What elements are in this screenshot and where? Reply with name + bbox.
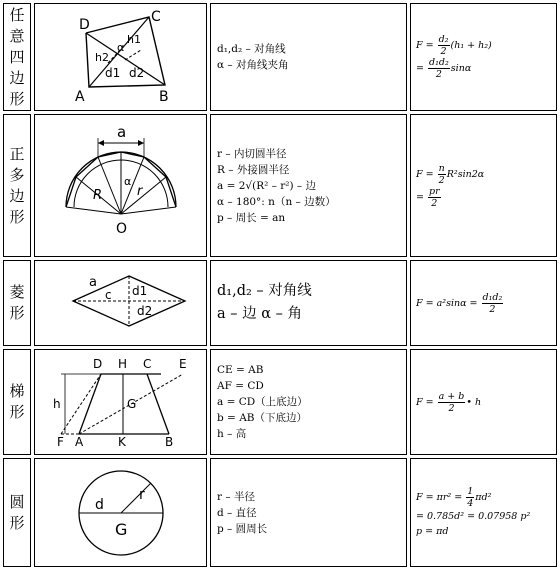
formula-text: =	[416, 63, 424, 74]
denominator: 2	[489, 303, 496, 315]
label-G: G	[114, 519, 127, 539]
denominator: 2	[431, 197, 438, 209]
shape-name	[3, 458, 31, 567]
label-R: R	[92, 187, 102, 203]
formula-text: =	[416, 191, 424, 203]
label-C: C	[142, 357, 151, 371]
formula-text: F =	[416, 40, 434, 51]
formula-line: p = πd	[416, 526, 449, 537]
definition-line: a = 2√(R² – r²) – 边	[217, 179, 316, 192]
formula-cell	[410, 458, 557, 567]
circle-figure	[34, 458, 207, 567]
label-A: A	[74, 89, 85, 105]
label-F: F	[56, 435, 64, 448]
formula-cell	[410, 260, 557, 346]
formula-text: sinα	[450, 63, 472, 74]
formula-line	[416, 163, 556, 186]
table-row	[3, 114, 557, 257]
label-d: d	[94, 496, 104, 513]
name-char: 梯	[9, 382, 25, 400]
label-A: A	[74, 435, 83, 448]
definition-line: R – 外接圆半径	[217, 163, 290, 176]
table-row	[3, 3, 557, 111]
formula-line	[416, 391, 556, 414]
definition-line: r – 半径	[217, 490, 255, 503]
numerator: d₁d₂	[482, 291, 503, 303]
fraction	[428, 57, 450, 80]
definition-cell	[210, 260, 407, 346]
shape-name	[3, 3, 31, 111]
label-B: B	[164, 435, 173, 448]
label-a: a	[88, 275, 97, 290]
formula-line	[416, 57, 556, 80]
denominator: 4	[467, 498, 474, 509]
label-a: a	[116, 122, 126, 141]
label-d2: d2	[136, 304, 152, 318]
label-alpha: α	[116, 41, 124, 54]
definition-line: d – 直径	[217, 506, 257, 519]
shape-name	[3, 114, 31, 257]
fraction	[438, 34, 450, 57]
denominator: 2	[438, 174, 445, 186]
formula-cell	[410, 114, 557, 257]
label-d1: d1	[131, 284, 147, 298]
name-char: 任	[9, 5, 25, 24]
definition-line: d₁,d₂ – 对角线	[217, 43, 286, 55]
definition-line: CE = AB	[217, 364, 264, 376]
numerator: d₂	[438, 34, 449, 45]
quadrilateral-figure	[34, 3, 207, 111]
definition-line: b = AB（下底边）	[217, 412, 307, 424]
label-O: O	[115, 220, 127, 237]
table-row	[3, 458, 557, 567]
name-char: 形	[9, 403, 25, 421]
name-char: 意	[9, 26, 25, 45]
definition-cell	[210, 3, 407, 111]
table-row	[3, 260, 557, 346]
definition-line: AF = CD	[217, 380, 264, 392]
name-char: 边	[9, 186, 25, 205]
label-H: H	[117, 357, 127, 371]
name-char: 正	[9, 144, 25, 163]
label-r: r	[136, 183, 142, 199]
circle-diagram	[41, 461, 201, 561]
definition-line: p – 周长 = an	[217, 211, 286, 224]
fraction	[428, 186, 441, 209]
name-char: 多	[9, 165, 25, 184]
name-char: 圆	[9, 492, 25, 511]
label-d1: d1	[104, 66, 120, 80]
name-char: 四	[9, 47, 25, 66]
formula-cell	[410, 3, 557, 111]
label-h1: h1	[126, 33, 141, 46]
shape-name	[3, 349, 31, 455]
denominator: 2	[435, 69, 442, 80]
formula-text: F = a²sinα =	[416, 297, 478, 309]
formula-text: F =	[416, 396, 434, 408]
definition-line: a = CD（上底边）	[217, 396, 308, 408]
label-h: h	[52, 397, 61, 411]
definition-line: h – 高	[217, 428, 247, 440]
table-row	[3, 349, 557, 455]
rhombus-diagram	[41, 266, 201, 336]
definition-cell	[210, 114, 407, 257]
formula-text: F = πr² =	[416, 492, 463, 503]
shape-name	[3, 260, 31, 346]
formula-line	[416, 186, 556, 209]
definition-line: a – 边 α – 角	[217, 306, 302, 322]
regular-polygon-figure	[34, 114, 207, 257]
numerator: 1	[467, 486, 474, 497]
numerator: n	[438, 162, 445, 174]
formula-line: = 0.785d² = 0.07958 p²	[416, 511, 531, 522]
definition-line: p – 圆周长	[217, 522, 268, 535]
regular-polygon-diagram	[41, 119, 201, 249]
denominator: 2	[440, 46, 447, 57]
definition-cell	[210, 349, 407, 455]
formula-line	[416, 34, 556, 57]
name-char: 形	[9, 304, 25, 322]
name-char: 边	[9, 68, 25, 87]
label-D: D	[78, 17, 90, 33]
numerator: pr	[429, 185, 440, 197]
formula-text: • h	[466, 396, 482, 408]
formula-cell	[410, 349, 557, 455]
trapezoid-figure	[34, 349, 207, 455]
label-D: D	[92, 357, 102, 371]
label-G: G	[126, 397, 136, 411]
label-B: B	[158, 89, 169, 105]
formula-text: R²sin2α	[446, 168, 485, 180]
label-d2: d2	[128, 66, 144, 80]
fraction	[438, 163, 446, 186]
fraction	[466, 486, 474, 509]
label-h2: h2	[94, 51, 109, 64]
name-char: 形	[9, 207, 25, 226]
definition-line: α – 180°: n（n – 边数）	[217, 195, 336, 208]
name-char: 形	[9, 513, 25, 532]
formula-text: F =	[416, 168, 434, 180]
formula-line	[416, 292, 556, 315]
numerator: d₁d₂	[429, 57, 449, 68]
label-r: r	[138, 486, 145, 503]
fraction	[438, 391, 466, 414]
numerator: a + b	[438, 390, 465, 402]
label-C: C	[150, 9, 161, 25]
label-c: c	[104, 288, 112, 302]
label-K: K	[117, 435, 126, 448]
formula-text: (h₁ + h₂)	[450, 40, 492, 51]
definition-line: r – 内切圆半径	[217, 147, 287, 160]
rhombus-figure	[34, 260, 207, 346]
label-E: E	[178, 357, 187, 371]
quadrilateral-diagram	[41, 5, 201, 105]
formula-line	[416, 486, 556, 509]
name-char: 形	[9, 89, 25, 108]
formula-text: πd²	[475, 492, 492, 503]
definition-line: α – 对角线夹角	[217, 59, 289, 71]
definition-cell	[210, 458, 407, 567]
fraction	[482, 292, 504, 315]
label-alpha: α	[123, 174, 131, 188]
denominator: 2	[448, 402, 455, 414]
trapezoid-diagram	[41, 352, 201, 448]
name-char: 菱	[9, 283, 25, 301]
definition-line: d₁,d₂ – 对角线	[217, 283, 312, 299]
